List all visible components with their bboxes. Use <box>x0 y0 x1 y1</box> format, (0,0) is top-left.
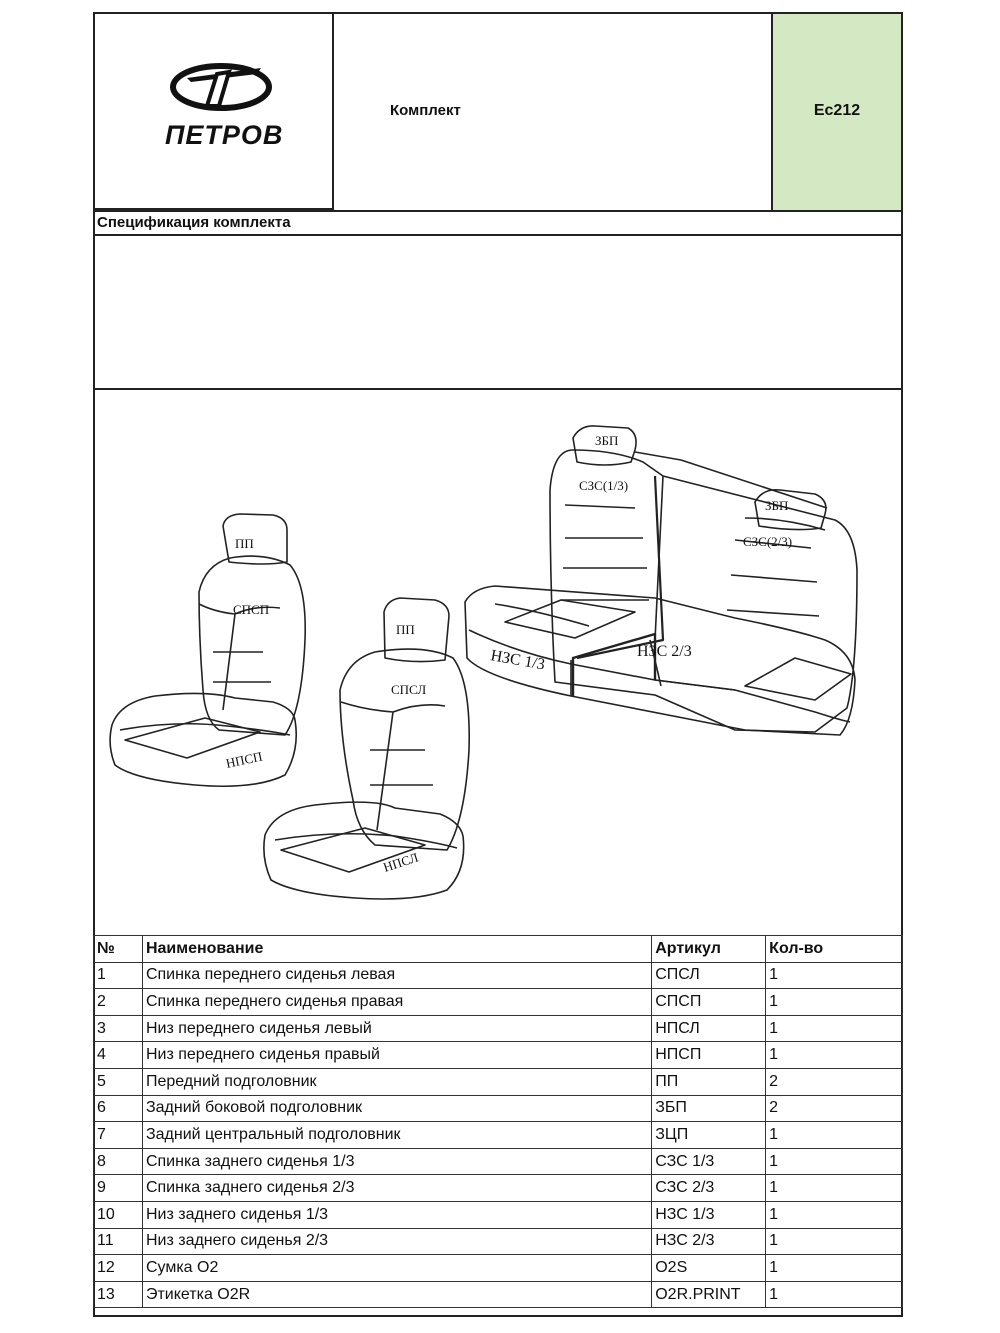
label-rear-bottom-2-3: НЗС 2/3 <box>637 643 692 660</box>
front-right-seat <box>110 514 305 786</box>
table-row <box>94 962 903 989</box>
cell-quantity: 1 <box>766 1148 903 1175</box>
label-rear-headrest-right: ЗБП <box>765 498 789 513</box>
cell-quantity: 1 <box>766 1015 903 1042</box>
cell-name: Задний центральный подголовник <box>142 1122 651 1149</box>
brand-name: ПЕТРОВ <box>165 120 284 150</box>
cell-number: 2 <box>94 989 143 1016</box>
cell-name: Спинка переднего сиденья правая <box>142 989 651 1016</box>
cell-number: 10 <box>94 1201 143 1228</box>
cell-name: Низ заднего сиденья 2/3 <box>142 1228 651 1255</box>
cell-name: Этикетка O2R <box>142 1281 651 1308</box>
kit-code: Ес212 <box>813 102 861 119</box>
kit-title-cell <box>334 14 771 210</box>
cell-quantity: 1 <box>766 1042 903 1069</box>
cell-number: 4 <box>94 1042 143 1069</box>
label-rear-back-1-3: СЗС(1/3) <box>579 478 629 493</box>
col-quantity: Кол-во <box>766 936 903 963</box>
divider <box>95 210 901 212</box>
seat-labels <box>225 433 793 875</box>
label-rear-headrest-left: ЗБП <box>595 433 619 448</box>
table-row <box>94 1122 903 1149</box>
label-front-right-headrest: ПП <box>235 536 254 551</box>
cell-number: 1 <box>94 962 143 989</box>
cell-name: Задний боковой подголовник <box>142 1095 651 1122</box>
table-row <box>94 989 903 1016</box>
table-row <box>94 1042 903 1069</box>
cell-number: 8 <box>94 1148 143 1175</box>
table-row <box>94 1015 903 1042</box>
table-row <box>94 1148 903 1175</box>
cell-quantity: 1 <box>766 1122 903 1149</box>
cell-number: 6 <box>94 1095 143 1122</box>
cell-name: Спинка заднего сиденья 2/3 <box>142 1175 651 1202</box>
cell-article: СЗС 1/3 <box>652 1148 766 1175</box>
label-front-right-bottom: НПСП <box>224 748 264 771</box>
logo-cell <box>95 14 334 210</box>
cell-number: 13 <box>94 1281 143 1308</box>
cell-quantity: 1 <box>766 989 903 1016</box>
cell-name: Сумка О2 <box>142 1255 651 1282</box>
spec-title: Спецификация комплекта <box>97 214 291 231</box>
cell-article: O2S <box>652 1255 766 1282</box>
table-row <box>94 1095 903 1122</box>
divider <box>95 234 901 236</box>
kit-label: Комплект <box>390 102 461 119</box>
table-row <box>94 1175 903 1202</box>
table-row <box>94 1201 903 1228</box>
spec-sheet <box>93 12 903 1317</box>
cell-name: Передний подголовник <box>142 1068 651 1095</box>
cell-quantity: 1 <box>766 962 903 989</box>
label-rear-bottom-1-3: НЗС 1/3 <box>489 647 547 674</box>
col-number: № <box>94 936 143 963</box>
cell-number: 7 <box>94 1122 143 1149</box>
cell-number: 5 <box>94 1068 143 1095</box>
cell-article: НЗС 1/3 <box>652 1201 766 1228</box>
cell-article: СПСП <box>652 989 766 1016</box>
table-row <box>94 1255 903 1282</box>
cell-article: ЗБП <box>652 1095 766 1122</box>
cell-number: 12 <box>94 1255 143 1282</box>
cell-name: Низ переднего сиденья правый <box>142 1042 651 1069</box>
cell-name: Низ заднего сиденья 1/3 <box>142 1201 651 1228</box>
cell-article: O2R.PRINT <box>652 1281 766 1308</box>
cell-quantity: 1 <box>766 1175 903 1202</box>
cell-quantity: 1 <box>766 1228 903 1255</box>
cell-number: 11 <box>94 1228 143 1255</box>
cell-name: Спинка заднего сиденья 1/3 <box>142 1148 651 1175</box>
label-front-left-bottom: НПСЛ <box>381 849 421 875</box>
cell-article: ЗЦП <box>652 1122 766 1149</box>
table-row <box>94 1068 903 1095</box>
cell-article: НПСП <box>652 1042 766 1069</box>
table-header-row <box>94 936 903 963</box>
label-rear-back-2-3: СЗС(2/3) <box>743 534 793 549</box>
cell-article: НЗС 2/3 <box>652 1228 766 1255</box>
table-row <box>94 1228 903 1255</box>
col-name: Наименование <box>142 936 651 963</box>
col-article: Артикул <box>652 936 766 963</box>
label-front-left-back: СПСЛ <box>391 682 427 697</box>
label-front-left-headrest: ПП <box>396 622 415 637</box>
table-row <box>94 1281 903 1308</box>
spec-table <box>93 935 903 1308</box>
cell-name: Низ переднего сиденья левый <box>142 1015 651 1042</box>
cell-quantity: 2 <box>766 1068 903 1095</box>
cell-quantity: 1 <box>766 1255 903 1282</box>
petrov-logo-icon <box>169 60 279 120</box>
cell-article: СЗС 2/3 <box>652 1175 766 1202</box>
label-front-right-back: СПСП <box>233 602 270 617</box>
cell-article: ПП <box>652 1068 766 1095</box>
seat-diagram <box>95 390 901 935</box>
cell-article: НПСЛ <box>652 1015 766 1042</box>
cell-name: Спинка переднего сиденья левая <box>142 962 651 989</box>
cell-quantity: 1 <box>766 1201 903 1228</box>
cell-article: СПСЛ <box>652 962 766 989</box>
kit-code-cell <box>771 14 901 210</box>
cell-quantity: 1 <box>766 1281 903 1308</box>
cell-number: 9 <box>94 1175 143 1202</box>
cell-number: 3 <box>94 1015 143 1042</box>
cell-quantity: 2 <box>766 1095 903 1122</box>
